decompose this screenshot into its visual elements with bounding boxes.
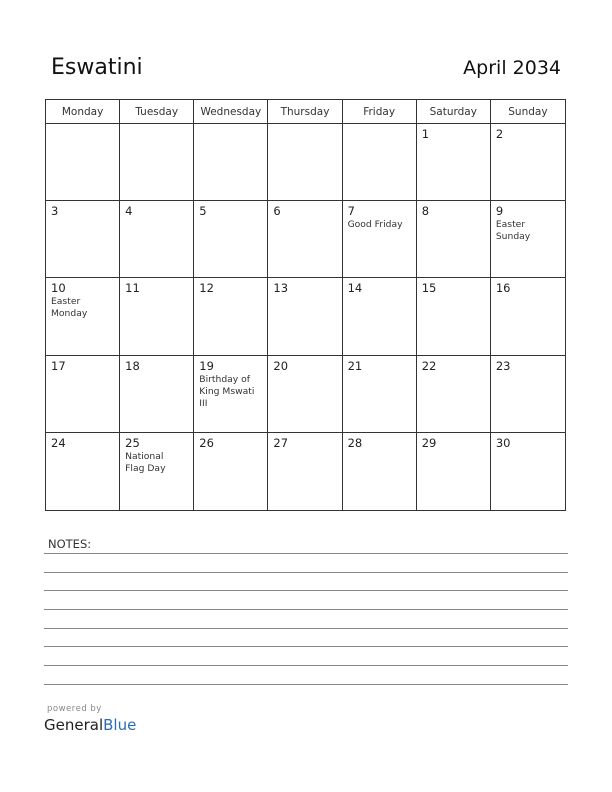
day-cell[interactable]	[46, 278, 120, 355]
day-cell[interactable]	[417, 356, 491, 433]
day-number: 3	[51, 204, 59, 219]
day-cell[interactable]	[46, 433, 120, 510]
day-number: 9	[495, 204, 504, 219]
day-cell[interactable]	[194, 201, 268, 278]
notes-line	[44, 628, 568, 629]
brand-general: General	[44, 716, 104, 734]
day-cell[interactable]	[268, 278, 342, 355]
brand-blue: Blue	[103, 716, 137, 734]
country-title: Eswatini	[51, 55, 143, 80]
day-number: 28	[347, 435, 363, 450]
day-number: 24	[51, 435, 66, 450]
day-cell[interactable]	[417, 201, 491, 278]
powered-by-text: powered by	[47, 704, 102, 714]
day-cell[interactable]	[417, 124, 491, 201]
day-cell[interactable]	[268, 356, 342, 433]
notes-line	[44, 553, 568, 554]
day-cell[interactable]	[194, 356, 268, 433]
day-cell[interactable]	[46, 201, 120, 278]
day-cell[interactable]	[343, 356, 417, 433]
day-cell[interactable]	[343, 201, 417, 278]
day-cell[interactable]	[491, 278, 565, 355]
holiday-label: Good Friday	[347, 219, 403, 231]
notes-line	[44, 684, 568, 685]
day-cell[interactable]	[268, 124, 342, 201]
day-cell[interactable]	[491, 201, 565, 278]
weekday-header: Saturday	[417, 100, 491, 124]
day-cell[interactable]	[120, 201, 194, 278]
day-number: 1	[421, 127, 430, 141]
notes-label: NOTES:	[48, 537, 92, 551]
day-number: 30	[495, 435, 511, 450]
day-number: 8	[421, 204, 430, 219]
day-number: 12	[199, 281, 214, 296]
day-number: 2	[495, 127, 504, 141]
day-cell[interactable]	[194, 124, 268, 201]
weekday-header: Wednesday	[194, 100, 268, 124]
day-cell[interactable]	[491, 124, 565, 201]
day-number: 10	[51, 281, 66, 296]
calendar-grid	[45, 99, 566, 511]
day-number: 27	[273, 435, 289, 450]
day-number: 18	[125, 358, 140, 373]
day-number: 17	[51, 358, 66, 373]
holiday-label: Birthday of King Mswati III	[199, 373, 255, 409]
notes-line	[44, 590, 568, 591]
day-number: 4	[125, 204, 133, 219]
day-number: 15	[421, 281, 437, 296]
day-number: 21	[347, 358, 363, 373]
day-cell[interactable]	[46, 124, 120, 201]
day-cell[interactable]	[120, 124, 194, 201]
day-number: 29	[421, 435, 437, 450]
day-number: 7	[347, 204, 355, 219]
day-cell[interactable]	[343, 433, 417, 510]
day-number: 16	[495, 281, 511, 296]
day-number: 19	[199, 358, 214, 373]
weekday-header: Monday	[46, 100, 120, 124]
notes-line	[44, 665, 568, 666]
day-number: 25	[125, 435, 140, 450]
notes-line	[44, 572, 568, 573]
notes-line	[44, 646, 568, 647]
day-number: 14	[347, 281, 363, 296]
day-cell[interactable]	[417, 433, 491, 510]
day-number: 26	[199, 435, 214, 450]
day-number: 6	[273, 204, 281, 219]
holiday-label: Easter Sunday	[495, 219, 531, 243]
day-cell[interactable]	[194, 433, 268, 510]
holiday-label: National Flag Day	[125, 450, 166, 474]
weekday-header: Tuesday	[120, 100, 194, 124]
day-cell[interactable]	[268, 201, 342, 278]
day-number: 11	[125, 281, 140, 296]
day-number: 23	[495, 358, 511, 373]
day-cell[interactable]	[491, 356, 565, 433]
month-title: April 2034	[463, 57, 561, 79]
day-cell[interactable]	[491, 433, 565, 510]
day-cell[interactable]	[120, 433, 194, 510]
weekday-header: Thursday	[268, 100, 342, 124]
day-cell[interactable]	[268, 433, 342, 510]
day-number: 13	[273, 281, 289, 296]
day-cell[interactable]	[417, 278, 491, 355]
day-cell[interactable]	[194, 278, 268, 355]
weekday-header: Sunday	[491, 100, 565, 124]
day-cell[interactable]	[343, 278, 417, 355]
holiday-label: Easter Monday	[51, 296, 88, 320]
day-number: 20	[273, 358, 289, 373]
day-number: 22	[421, 358, 437, 373]
weekday-header: Friday	[343, 100, 417, 124]
generalblue-logo[interactable]	[44, 716, 136, 734]
day-cell[interactable]	[120, 278, 194, 355]
notes-line	[44, 609, 568, 610]
day-cell[interactable]	[120, 356, 194, 433]
day-number: 5	[199, 204, 207, 219]
day-cell[interactable]	[46, 356, 120, 433]
day-cell[interactable]	[343, 124, 417, 201]
